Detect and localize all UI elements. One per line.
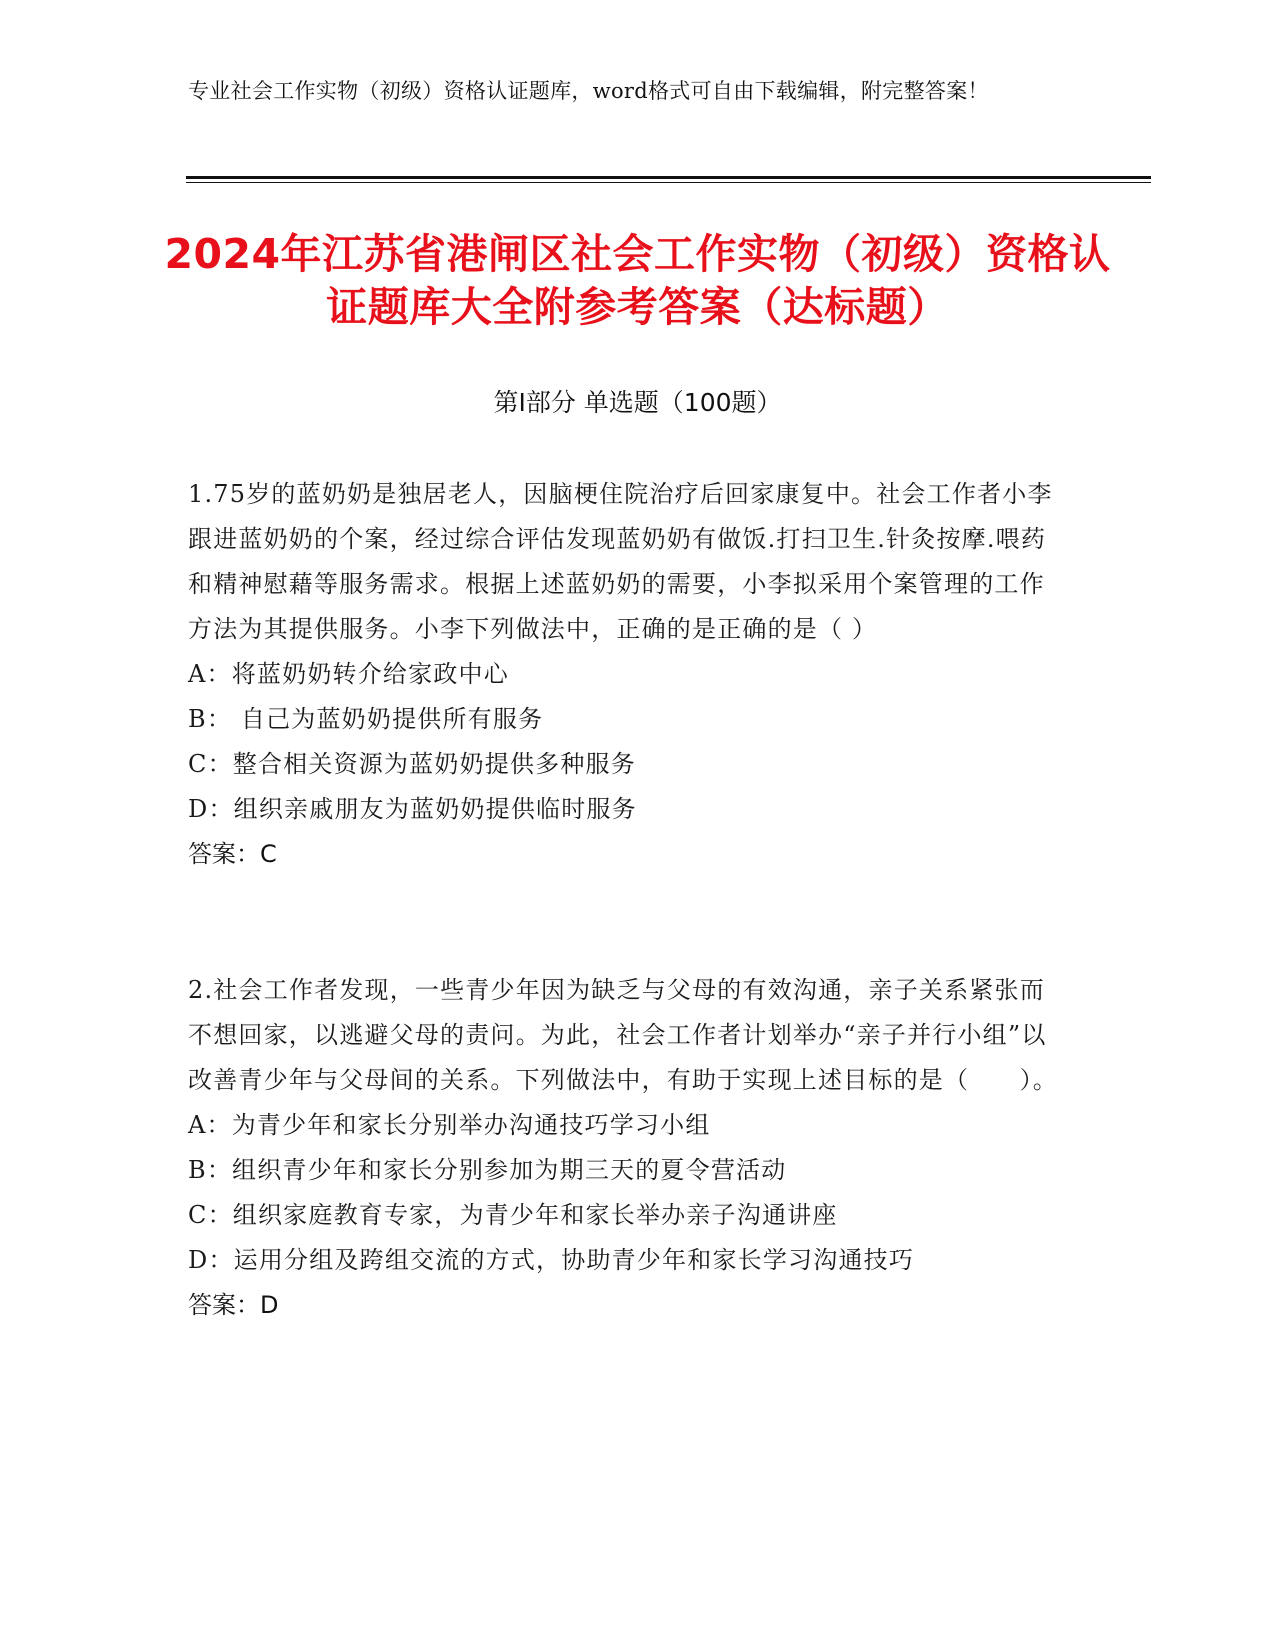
header-rule-thick: [186, 176, 1151, 179]
option-a: A：为青少年和家长分别举办沟通技巧学习小组: [188, 1111, 711, 1139]
option-c: C：整合相关资源为蓝奶奶提供多种服务: [188, 750, 636, 778]
option-a: A：将蓝奶奶转介给家政中心: [188, 660, 509, 688]
option-b: B：组织青少年和家长分别参加为期三天的夏令营活动: [188, 1156, 787, 1184]
document-title: 2024年江苏省港闸区社会工作实物（初级）资格认证题库大全附参考答案（达标题）: [164, 230, 1111, 331]
answer-line: 答案：C: [188, 840, 277, 868]
question-1: [188, 472, 1068, 877]
header-note: 专业社会工作实物（初级）资格认证题库，word格式可自由下载编辑，附完整答案！: [188, 79, 989, 103]
option-b: B： 自己为蓝奶奶提供所有服务: [188, 705, 544, 733]
question-stem: 2.社会工作者发现，一些青少年因为缺乏与父母的有效沟通，亲子关系紧张而不想回家，以逃避父母的责问。为此，社会工作者计划举办“亲子并行小组”以改善青少年与父母间的关系。下列做法中，有助于实现上述目标的是（ ）。: [188, 976, 1058, 1094]
header-rule-thin: [186, 182, 1151, 183]
option-c: C：组织家庭教育专家，为青少年和家长举办亲子沟通讲座: [188, 1201, 838, 1229]
question-stem: 1.75岁的蓝奶奶是独居老人，因脑梗住院治疗后回家康复中。社会工作者小李跟进蓝奶奶的个案，经过综合评估发现蓝奶奶有做饭.打扫卫生.针灸按摩.喂药和精神慰藉等服务需求。根据上述蓝奶奶的需要，小李拟采用个案管理的工作方法为其提供服务。小李下列做法中，正确的是正确的是（ ）: [188, 480, 1053, 643]
option-d: D：运用分组及跨组交流的方式，协助青少年和家长学习沟通技巧: [188, 1246, 915, 1274]
section-heading: 第Ⅰ部分 单选题（100题）: [493, 388, 782, 417]
answer-line: 答案：D: [188, 1291, 279, 1319]
question-2: [188, 968, 1068, 1328]
option-d: D：组织亲戚朋友为蓝奶奶提供临时服务: [188, 795, 637, 823]
